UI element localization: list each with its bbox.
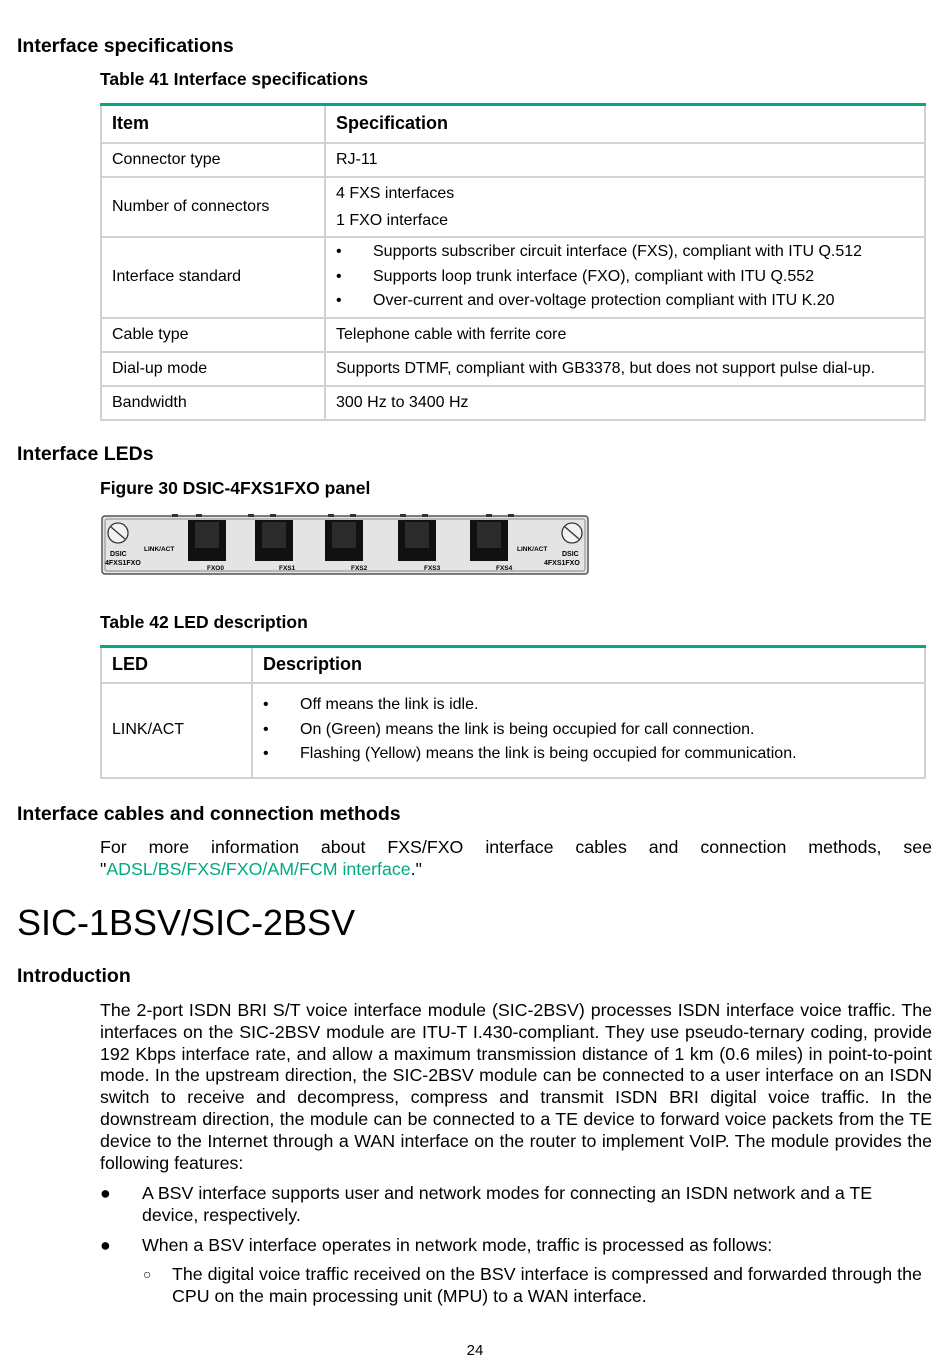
quote-open: " [100, 858, 107, 879]
bullet-list [336, 240, 924, 314]
panel-label-right-1: DSIC [562, 551, 579, 558]
row-item: Interface standard [101, 237, 325, 318]
rj11-port-fxs4 [470, 514, 514, 561]
dsic-panel-figure [100, 512, 590, 578]
port-label-fxo0: FXO0 [207, 565, 224, 572]
led-description [252, 683, 925, 778]
table-row [101, 352, 925, 386]
table-row [101, 318, 925, 352]
feature-text: A BSV interface supports user and network modes for connecting an ISDN network and a TE device, respectively. [142, 1183, 873, 1225]
spec-line: 4 FXS interfaces [336, 184, 455, 202]
header-description: Description [252, 647, 925, 683]
link-act-label-right: LINK/ACT [517, 546, 548, 553]
rj11-port-fxs3 [398, 514, 436, 561]
section-heading-interface-specs: Interface specifications [17, 35, 234, 57]
section-heading-interface-cables: Interface cables and connection methods [17, 803, 401, 825]
row-spec: 300 Hz to 3400 Hz [325, 386, 925, 420]
row-item: Connector type [101, 143, 325, 177]
cables-link-line [100, 859, 932, 881]
sub-bullet-circle: ○ [143, 1266, 152, 1282]
port-label-fxs2: FXS2 [351, 565, 368, 572]
interface-link[interactable]: ADSL/BS/FXS/FXO/AM/FCM interface [106, 858, 411, 879]
page-number: 24 [466, 1342, 484, 1359]
table-row [101, 177, 925, 237]
row-item: Dial-up mode [101, 352, 325, 386]
row-spec [325, 177, 925, 237]
row-item: Cable type [101, 318, 325, 352]
left-screw-icon [108, 523, 128, 543]
right-screw-icon [562, 523, 582, 543]
table-41-caption: Table 41 Interface specifications [100, 69, 369, 89]
table-row [101, 143, 925, 177]
table-row [101, 386, 925, 420]
link-act-label-left: LINK/ACT [144, 546, 175, 553]
bullet-list [263, 693, 924, 767]
row-spec [325, 237, 925, 318]
cables-paragraph [100, 837, 932, 881]
list-item: • On (Green) means the link is being occupied for call connection. [263, 718, 924, 743]
sub-feature-text: The digital voice traffic received on the BSV interface is compressed and forwarded through the CPU on the main processing unit (MPU) to a WAN interface. [172, 1264, 922, 1306]
section-heading-interface-leds: Interface LEDs [17, 443, 154, 465]
feature-text: When a BSV interface operates in network mode, traffic is processed as follows: [142, 1235, 773, 1255]
bullet-dot: ● [100, 1235, 111, 1255]
table-header-row [101, 105, 925, 143]
list-item: • Flashing (Yellow) means the link is being occupied for communication. [263, 742, 924, 767]
row-spec: RJ-11 [325, 143, 925, 177]
led-description-table [100, 645, 926, 779]
row-spec: Telephone cable with ferrite core [325, 318, 925, 352]
list-item: • Off means the link is idle. [263, 693, 924, 718]
header-item: Item [101, 105, 325, 143]
panel-label-right-2: 4FXS1FXO [544, 560, 580, 567]
bullet-dot: ● [100, 1183, 111, 1203]
cables-text-line: For more information about FXS/FXO interface cables and connection methods, see [100, 837, 932, 857]
table-row [101, 237, 925, 318]
port-label-fxs4: FXS4 [496, 565, 513, 572]
table-42-caption: Table 42 LED description [100, 612, 308, 632]
rj11-port-fxs2 [325, 514, 363, 561]
list-item: • Over-current and over-voltage protection compliant with ITU K.20 [336, 289, 924, 314]
section-heading-introduction: Introduction [17, 965, 131, 987]
led-name: LINK/ACT [101, 683, 252, 778]
header-led: LED [101, 647, 252, 683]
header-specification: Specification [325, 105, 925, 143]
chapter-title: SIC-1BSV/SIC-2BSV [17, 902, 356, 943]
row-spec: Supports DTMF, compliant with GB3378, but does not support pulse dial-up. [325, 352, 925, 386]
table-row [101, 683, 925, 778]
panel-label-left-2: 4FXS1FXO [105, 560, 141, 567]
figure-30-caption: Figure 30 DSIC-4FXS1FXO panel [100, 478, 371, 498]
list-item: • Supports loop trunk interface (FXO), compliant with ITU Q.552 [336, 265, 924, 290]
list-item: • Supports subscriber circuit interface (FXS), compliant with ITU Q.512 [336, 240, 924, 265]
row-item: Number of connectors [101, 177, 325, 237]
table-header-row [101, 647, 925, 683]
row-item: Bandwidth [101, 386, 325, 420]
port-label-fxs3: FXS3 [424, 565, 441, 572]
spec-line: 1 FXO interface [336, 211, 449, 229]
quote-close: ." [410, 858, 422, 879]
interface-spec-table [100, 103, 926, 421]
panel-label-left-1: DSIC [110, 551, 127, 558]
intro-paragraph: The 2-port ISDN BRI S/T voice interface module (SIC-2BSV) processes ISDN interface voice traffic. The interfaces on the SIC-2BSV module are ITU-T I.430-compliant. They use pseudo-ternary coding, provide 192 Kbps interface rate, and allow a maximum transmission distance of 1 km (0.6 miles) in point-to-point mode. In the upstream direction, the SIC-2BSV module can be connected to a user interface on an ISDN switch to receive and decompress, compress and transmit ISDN BRI digital voice traffic. In the downstream direction, the module can be connected to a TE device to forward voice packets from the TE device to the Internet through a WAN interface on the router to implement VoIP. The module provides the following features: [100, 1000, 932, 1173]
port-label-fxs1: FXS1 [279, 565, 296, 572]
